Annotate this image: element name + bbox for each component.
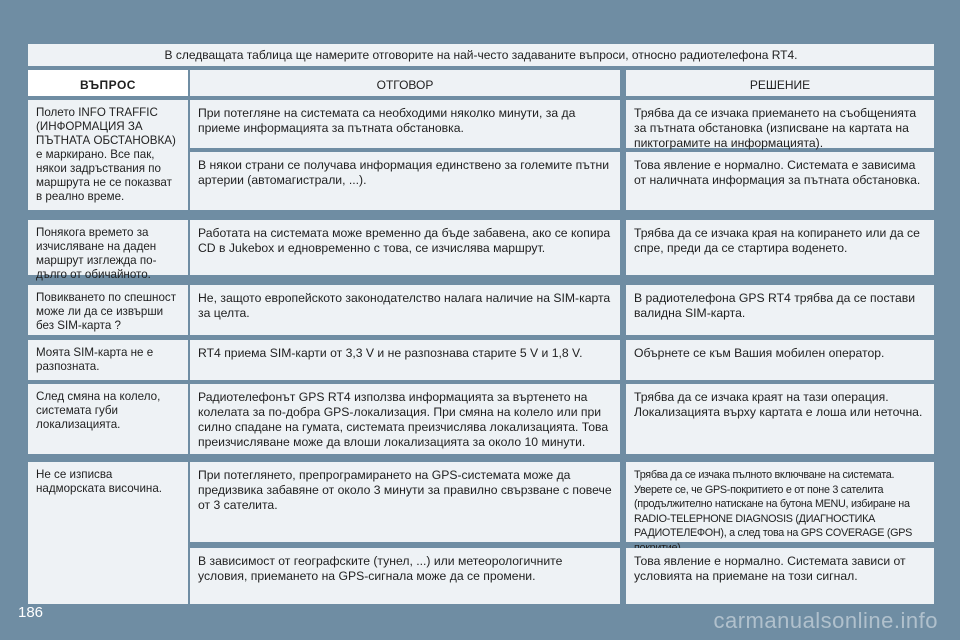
solution-cell: Трябва да се изчака пълното включване на системата. Уверете се, че GPS-покритието е от поне 3 сателита (продължително натискане на бутона MENU, избиране на RADIO-TELEPHONE DIAGNOSIS (ДИАГНОСТИКА РАДИОТЕЛЕФОН), а след това на GPS COVERAGE (GPS: [626, 462, 934, 542]
question-cell: Повикването по спешност може ли да се извърши без SIM-карта ?: [28, 285, 188, 335]
answer-cell: Радиотелефонът GPS RT4 използва информацията за въртенето на колелата за по-добра GPS-локализация. При смяна на колело или при силно спадане на гумата, системата преизчислява локализацията. Това преизчисляване може да влоши локализацията за около 10 минути.: [190, 384, 620, 454]
solution-cell: Това явление е нормално. Системата зависи от условията на приемане на този сигнал.: [626, 548, 934, 604]
question-cell: След смяна на колело, системата губи локализацията.: [28, 384, 188, 454]
header-answer: ОТГОВОР: [190, 70, 620, 96]
intro-text: В следващата таблица ще намерите отговорите на най-често задаваните въпроси, относно радиотелефона RT4.: [28, 44, 934, 66]
answer-cell: Работата на системата може временно да бъде забавена, ако се копира CD в Jukebox и едновременно с това, се изчислява маршрут.: [190, 220, 620, 275]
question-cell: Полето INFO TRAFFIC (ИНФОРМАЦИЯ ЗА ПЪТНАТА ОБСТАНОВКА) е маркирано. Все пак, някои задръствания по маршрута не се показват в реално време.: [28, 100, 188, 210]
answer-cell: Не, защото европейското законодателство налага наличие на SIM-карта за целта.: [190, 285, 620, 335]
answer-cell: В зависимост от географските (тунел, ...) или метеорологичните условия, приемането на GPS-сигнала може да се промени.: [190, 548, 620, 604]
answer-cell: В някои страни се получава информация единствено за големите пътни артерии (автомагистрали, ...).: [190, 152, 620, 210]
solution-cell: Обърнете се към Вашия мобилен оператор.: [626, 340, 934, 380]
answer-cell: При потегляне на системата са необходими няколко минути, за да приеме информацията за пътната обстановка.: [190, 100, 620, 148]
solution-cell: В радиотелефона GPS RT4 трябва да се постави валидна SIM-карта.: [626, 285, 934, 335]
answer-cell: RT4 приема SIM-карти от 3,3 V и не разпознава старите 5 V и 1,8 V.: [190, 340, 620, 380]
question-cell: Не се изписва надморската височина.: [28, 462, 188, 604]
solution-cell: Трябва да се изчака краят на тази операция. Локализацията върху картата е лоша или неточна.: [626, 384, 934, 454]
watermark: carmanualsonline.info: [713, 608, 938, 633]
question-cell: Понякога времето за изчисляване на даден маршрут изглежда по-дълго от обичайното.: [28, 220, 188, 275]
header-question: ВЪПРОС: [28, 70, 188, 96]
answer-cell: При потеглянето, препрограмирането на GPS-системата може да предизвика забавяне от около 3 минути за правилно свързване с повече от 3 сателита.: [190, 462, 620, 542]
solution-cell: Трябва да се изчака края на копирането или да се спре, преди да се стартира воденето.: [626, 220, 934, 275]
question-cell: Моята SIM-карта не е разпозната.: [28, 340, 188, 380]
page-number: 186: [18, 604, 44, 621]
solution-cell: Това явление е нормално. Системата е зависима от наличната информация за пътната обстановка.: [626, 152, 934, 210]
header-solution: РЕШЕНИЕ: [626, 70, 934, 96]
solution-cell: Трябва да се изчака приемането на съобщенията за пътната обстановка (изписване на картата на пиктограмите на информацията).: [626, 100, 934, 148]
